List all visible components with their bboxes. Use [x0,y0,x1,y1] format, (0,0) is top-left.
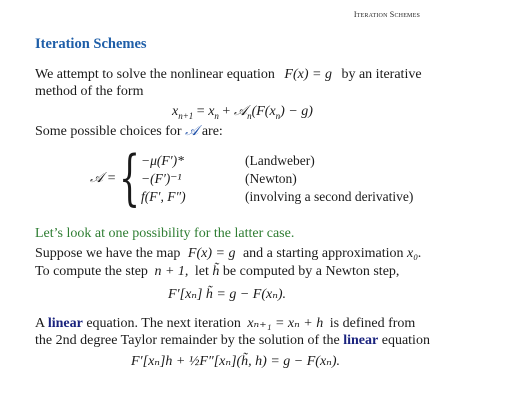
para2-text-d: let [194,264,209,279]
A-equals: 𝒜 = [90,171,117,186]
case-expr-2: −(F′)⁻¹ [141,171,182,186]
para3-text-d: the 2nd degree Taylor remainder by the solution of the [35,333,340,348]
iteration-formula: $x_{n+1} = x_n$ + $𝒜_n(F(x_n) - g)$ [172,104,313,121]
para2-text-c: To compute the step [35,264,148,279]
para3-line2 [35,333,430,349]
para1-text-a: We attempt to solve the nonlinear equation [35,67,275,82]
para3-line1 [35,315,415,332]
para2-equation: F(x) = g [187,246,236,261]
case-expr-1: −μ(F′)* [141,153,184,168]
case-label-1: (Landweber) [245,153,315,168]
case-expr-3: f(F′, F″) [141,189,186,204]
para3-text-a: A [35,316,45,331]
para3-equation: xₙ₊₁ = xₙ + h [247,316,324,331]
left-brace: { [119,143,141,213]
para2-text-b: and a starting approximation [242,246,404,261]
para1-line1 [35,67,422,83]
case-label-3: (involving a second derivative) [245,189,414,204]
para3-text-e: equation [381,333,430,348]
A-symbol: 𝒜 [185,124,199,139]
para3-text-c: is defined from [329,316,416,331]
para2-text-e: be computed by a Newton step, [222,264,400,279]
newton-equation: F′[xₙ] h̃ = g − F(xₙ). [168,287,287,302]
final-equation: F′[xₙ]h + ½F″[xₙ](h̃, h) = g − F(xₙ). [131,354,340,369]
para1-text-b: by an iterative [341,67,422,82]
para3-linear-1: linear [47,316,83,331]
slide-title: Iteration Schemes [35,36,147,52]
case-label-2: (Newton) [245,171,297,186]
choices-intro-b: are: [201,124,223,139]
running-header: Iteration Schemes [353,10,420,19]
para2-line2 [35,264,399,280]
para1-line2: method of the form [35,84,144,99]
para2-h-tilde: h̃ [212,264,220,279]
green-note: Let’s look at one possibility for the latter case. [35,226,295,241]
para3-text-b: equation. The next iteration [86,316,241,331]
para2-line1 [35,246,422,262]
choices-intro [35,124,223,140]
para1-equation: F(x) = g [284,67,332,82]
para2-x0: x₀. [407,246,422,261]
para2-n-plus-1: n + 1, [154,264,189,279]
para2-text-a: Suppose we have the map [35,246,181,261]
choices-intro-a: Some possible choices for [35,124,182,139]
para3-linear-2: linear [343,333,379,348]
